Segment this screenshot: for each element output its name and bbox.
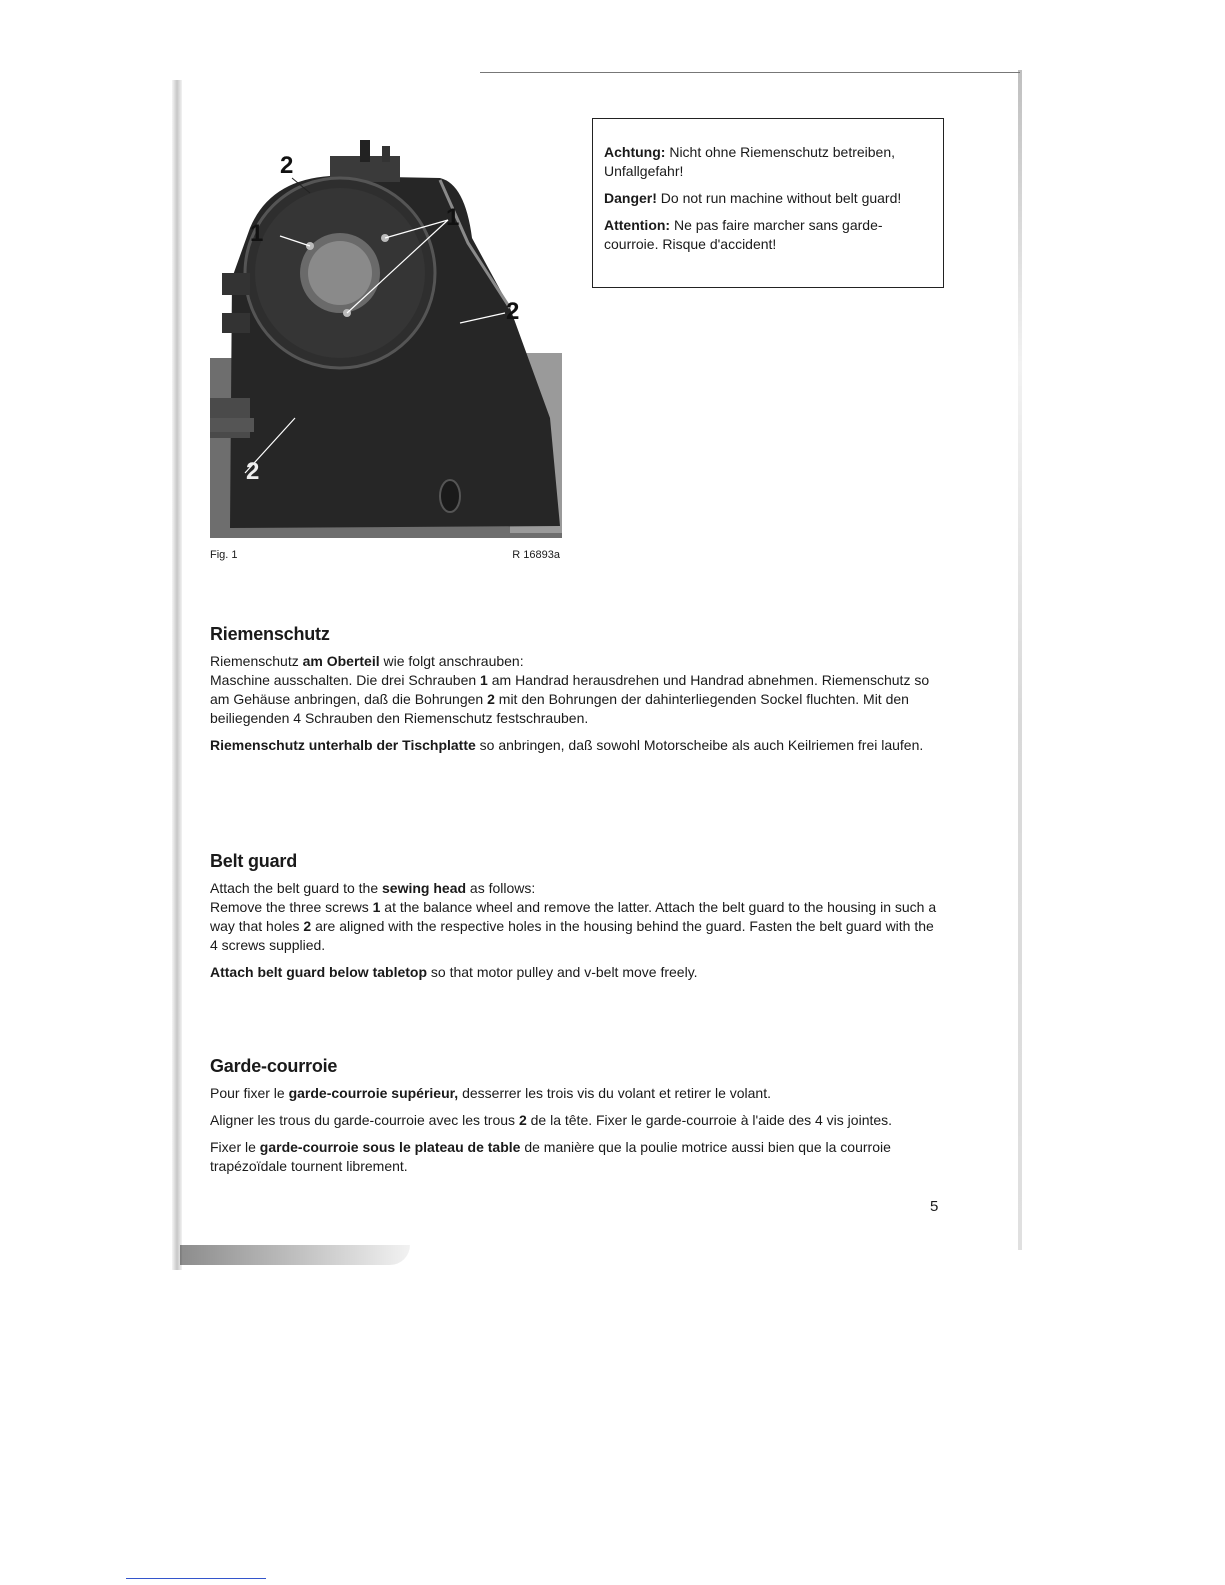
scan-edge-right (1018, 70, 1022, 1250)
paragraph: Maschine ausschalten. Die drei Schrauben 1 am Handrad herausdrehen und Handrad abnehmen. Riemenschutz so am Gehäuse anbringen, daß die Bohrungen 2 mit den Bohrungen der dahinterliegenden Sockel fluchten. Mit den beiliegenden 4 Schrauben den Riemenschutz festschrauben. (210, 672, 930, 726)
section-english (210, 852, 944, 982)
section-title: Belt guard (210, 851, 298, 871)
section-title: Riemenschutz (210, 624, 330, 644)
section-german (210, 625, 944, 755)
figure-belt-guard-photo (210, 118, 562, 538)
section-french (210, 1057, 944, 1176)
paragraph: Remove the three screws 1 at the balance wheel and remove the latter. Attach the belt guard to the housing in such a way that holes 2 are aligned with the respective holes in the housing behind the guard. Fasten the belt guard with the 4 screws supplied. (210, 899, 937, 953)
top-rule (480, 72, 1020, 73)
section-title: Garde-courroie (210, 1056, 338, 1076)
warning-en: Danger! Do not run machine without belt guard! (604, 190, 902, 206)
paragraph: Attach the belt guard to the sewing head as follows: (210, 880, 536, 896)
paragraph: Aligner les trous du garde-courroie avec les trous 2 de la tête. Fixer le garde-courroie à l'aide des 4 vis jointes. (210, 1112, 893, 1128)
figure-number: Fig. 1 (210, 549, 238, 561)
callout-label: 2 (506, 298, 520, 325)
warning-de: Achtung: Nicht ohne Riemenschutz betreiben, Unfallgefahr! (604, 144, 896, 179)
paragraph: Attach belt guard below tabletop so that motor pulley and v-belt move freely. (210, 964, 698, 980)
paragraph: Riemenschutz am Oberteil wie folgt anschrauben: (210, 653, 524, 669)
paragraph: Riemenschutz unterhalb der Tischplatte so anbringen, daß sowohl Motorscheibe als auch Keilriemen frei laufen. (210, 737, 924, 753)
callout-label: 2 (246, 458, 260, 485)
callout-label: 1 (446, 204, 460, 231)
figure-reference: R 16893a (512, 549, 560, 561)
scan-edge-left (172, 80, 182, 1270)
warning-box (592, 118, 944, 288)
scan-smudge (180, 1245, 410, 1265)
page-number: 5 (930, 1198, 939, 1215)
callout-label: 2 (280, 152, 294, 179)
sewing-machine-photo (210, 118, 562, 538)
bottom-line (126, 1578, 266, 1579)
paragraph: Fixer le garde-courroie sous le plateau de table de manière que la poulie motrice aussi bien que la courroie trapézoïdale tournent librement. (210, 1139, 891, 1174)
warning-fr: Attention: Ne pas faire marcher sans garde-courroie. Risque d'accident! (604, 217, 883, 252)
paragraph: Pour fixer le garde-courroie supérieur, desserrer les trois vis du volant et retirer le volant. (210, 1085, 771, 1101)
callout-label: 1 (250, 220, 264, 247)
